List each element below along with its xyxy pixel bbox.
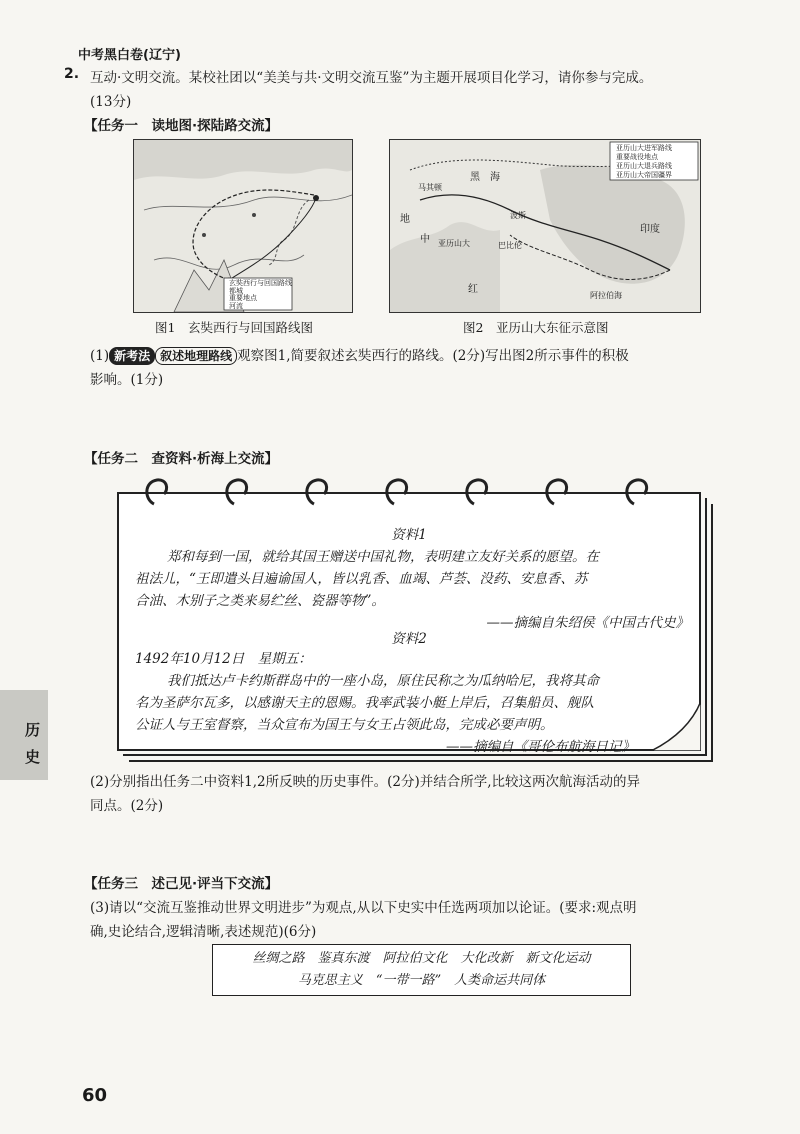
notebook-rings (119, 474, 699, 514)
map-label: 地 (400, 214, 410, 225)
q2-text: (2)分别指出任务二中资料1,2所反映的历史事件。(2分)并结合所学,比较这两次航海活动的异 (90, 774, 641, 790)
historical-facts-box (212, 944, 631, 996)
figure2-caption: 图2 亚历山大东征示意图 (463, 320, 609, 335)
map-label: 马其顿 (418, 183, 442, 192)
facts-line: 丝绸之路 鉴真东渡 阿拉伯文化 大化改新 新文化运动 (252, 951, 591, 966)
map-label: 亚历山大 (438, 239, 470, 248)
new-method-badge: 新考法 (109, 347, 155, 365)
m2-date: 1492年10月12日 星期五： (135, 651, 312, 667)
q1-prefix: (1) (90, 348, 110, 364)
legend-item: 玄奘西行与回国路线 (229, 279, 292, 287)
m2-line: 名为圣萨尔瓦多，以感谢天主的恩赐。我率武装小艇上岸后，召集船员、舰队 (135, 695, 594, 711)
material2-title: 资料2 (391, 631, 427, 647)
m2-line: 我们抵达卢卡约斯群岛中的一座小岛，原住民称之为瓜纳哈尼，我将其命 (167, 673, 599, 689)
m1-line: 郑和每到一国，就给其国王赠送中国礼物，表明建立友好关系的愿望。在 (167, 549, 599, 565)
material1-title: 资料1 (391, 527, 427, 543)
m2-source: ——摘编自《哥伦布航海日记》 (446, 739, 635, 755)
legend-item: 重要地点 (229, 294, 257, 302)
map-label: 黑 (470, 172, 480, 183)
figure1-legend (229, 280, 292, 310)
page-number: 60 (82, 1085, 108, 1106)
legend-item: 亚历山大退兵路线 (616, 162, 672, 170)
question-line: 互动·文明交流。某校社团以“美美与共·文明交流互鉴”为主题开展项目化学习，请你参与完成。 (90, 70, 653, 86)
map-label: 红 (468, 284, 478, 295)
figure2-legend (616, 144, 672, 180)
task3-title: 【任务三 述己见·评当下交流】 (84, 876, 279, 892)
question-1 (90, 344, 780, 392)
task1-title: 【任务一 读地图·探陆路交流】 (84, 118, 279, 134)
map-label: 印度 (640, 224, 660, 235)
q1-text-cont: 影响。(1分) (90, 372, 164, 388)
figure1-caption: 图1 玄奘西行与回国路线图 (155, 320, 313, 335)
legend-item: 河流 (229, 301, 243, 310)
legend-item: 亚历山大帝国疆界 (616, 171, 672, 179)
m1-source: ——摘编自朱绍侯《中国古代史》 (486, 615, 689, 631)
m1-line: 合油、木别子之类来易纻丝、瓷器等物”。 (135, 593, 385, 609)
q3-text: (3)请以“交流互鉴推动世界文明进步”为观点,从以下史实中任选两项加以论证。(要求:观点明 (90, 900, 637, 916)
page-curl (641, 701, 701, 751)
notebook-materials (117, 492, 701, 755)
figure2-map (389, 139, 701, 313)
book-header: 中考黑白卷(辽宁) (78, 48, 181, 63)
map-label: 中 (420, 234, 430, 245)
q3-text-cont: 确,史论结合,逻辑清晰,表述规范)(6分) (90, 924, 317, 940)
map-label: 波斯 (510, 211, 526, 220)
legend-item: 重要战役地点 (616, 153, 658, 161)
material2-body (135, 648, 695, 758)
question-intro (90, 66, 770, 114)
question-score: (13分) (90, 94, 132, 110)
q1-text: 观察图1,简要叙述玄奘西行的路线。(2分)写出图2所示事件的积极 (237, 348, 629, 364)
subject-label: 历史 (23, 722, 41, 776)
map-label: 巴比伦 (498, 241, 522, 250)
m2-line: 公证人与王室督察，当众宣布为国王与女王占领此岛，完成必要声明。 (135, 717, 554, 733)
question-number: 2. (64, 66, 80, 82)
task2-title: 【任务二 查资料·析海上交流】 (84, 451, 279, 467)
legend-item: 都城 (229, 286, 243, 295)
geo-route-badge: 叙述地理路线 (155, 347, 237, 365)
material1-body (135, 546, 695, 634)
map-label: 海 (490, 172, 500, 183)
facts-line: 马克思主义 “一带一路” 人类命运共同体 (297, 973, 546, 988)
question-3 (90, 896, 780, 944)
m1-line: 祖法儿，“王即遣头目遍谕国人，皆以乳香、血竭、芦荟、没药、安息香、苏 (135, 571, 588, 587)
map-label: 阿拉伯海 (590, 291, 622, 300)
q2-text-cont: 同点。(2分) (90, 798, 164, 814)
legend-item: 亚历山大进军路线 (616, 144, 672, 152)
figure1-map (133, 139, 353, 313)
question-2 (90, 770, 780, 818)
